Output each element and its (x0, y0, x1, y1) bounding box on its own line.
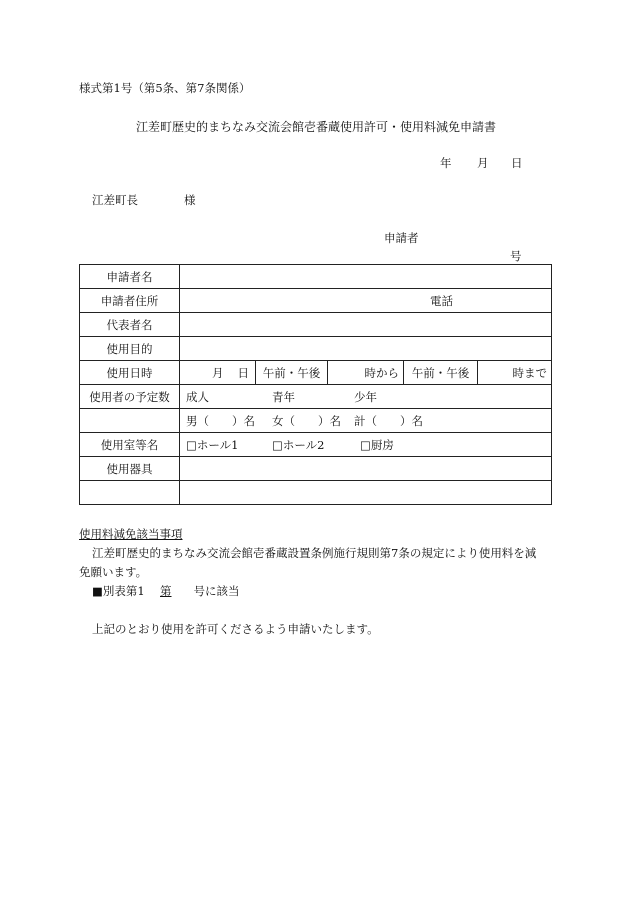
rooms-field[interactable] (180, 433, 552, 457)
applicant-label: 申請者 (384, 231, 419, 245)
table-row (80, 385, 552, 409)
table-row (80, 289, 552, 313)
time-from: 時から (364, 365, 399, 380)
reduction-item-suffix: 号に該当 (193, 584, 240, 598)
date-day: 日 (511, 156, 523, 170)
room-hall2-checkbox[interactable]: □ホール2 (272, 437, 325, 452)
expected-users-label: 使用者の予定数 (80, 385, 180, 409)
phone-label: 電話 (430, 294, 453, 308)
adult-label: 成人 (186, 389, 209, 404)
reduction-item-dai: 第 (160, 584, 172, 598)
addressee-name: 江差町長 (92, 193, 138, 207)
table-row (80, 433, 552, 457)
closing-statement: 上記のとおり使用を許可くださるよう申請いたします。 (92, 622, 379, 636)
applicant-name-field[interactable] (180, 265, 552, 289)
ampm-end: 午前・午後 (411, 365, 470, 380)
child-label: 少年 (354, 389, 377, 404)
form-number: 様式第1号（第5条、第7条関係） (79, 81, 251, 95)
expected-users-field[interactable] (180, 385, 552, 409)
purpose-field[interactable] (180, 337, 552, 361)
equipment-label: 使用器具 (80, 457, 180, 481)
representative-field[interactable] (180, 313, 552, 337)
rooms-label: 使用室等名 (80, 433, 180, 457)
table-row (80, 481, 552, 505)
number-label: 号 (510, 249, 522, 263)
applicant-address-label: 申請者住所 (80, 289, 180, 313)
reduction-body-line2: 免願います。 (79, 565, 148, 579)
male-count: 男（ ）名 (186, 413, 255, 428)
datetime-day: 日 (237, 365, 249, 380)
datetime-month: 月 (212, 365, 224, 380)
female-count: 女（ ）名 (272, 413, 341, 428)
date-month: 月 (477, 156, 489, 170)
time-until: 時まで (512, 365, 547, 380)
date-year: 年 (440, 156, 452, 170)
youth-label: 青年 (272, 389, 295, 404)
applicant-name-label: 申請者名 (80, 265, 180, 289)
blank-field[interactable] (180, 481, 552, 505)
representative-label: 代表者名 (80, 313, 180, 337)
room-hall1-checkbox[interactable]: □ホール1 (186, 437, 239, 452)
addressee-honorific: 様 (184, 193, 196, 207)
reduction-item-prefix: ■別表第1 (92, 584, 145, 598)
reduction-body-line1: 江差町歴史的まちなみ交流会館壱番蔵設置条例施行規則第7条の規定により使用料を減 (92, 546, 537, 560)
table-row (80, 409, 552, 433)
gender-count-field[interactable] (180, 409, 552, 433)
ampm-start: 午前・午後 (262, 365, 321, 380)
table-row (80, 313, 552, 337)
table-row (80, 457, 552, 481)
table-row (80, 361, 552, 385)
room-kitchen-checkbox[interactable]: □厨房 (360, 437, 394, 452)
purpose-label: 使用目的 (80, 337, 180, 361)
datetime-field[interactable] (180, 361, 552, 385)
datetime-label: 使用日時 (80, 361, 180, 385)
total-count: 計（ ）名 (354, 413, 423, 428)
table-row (80, 265, 552, 289)
table-row (80, 337, 552, 361)
applicant-address-field[interactable] (180, 289, 552, 313)
equipment-field[interactable] (180, 457, 552, 481)
application-table (79, 264, 552, 505)
document-title: 江差町歴史的まちなみ交流会館壱番蔵使用許可・使用料減免申請書 (136, 120, 497, 134)
reduction-heading: 使用料減免該当事項 (79, 527, 183, 541)
reduction-item (92, 584, 240, 598)
